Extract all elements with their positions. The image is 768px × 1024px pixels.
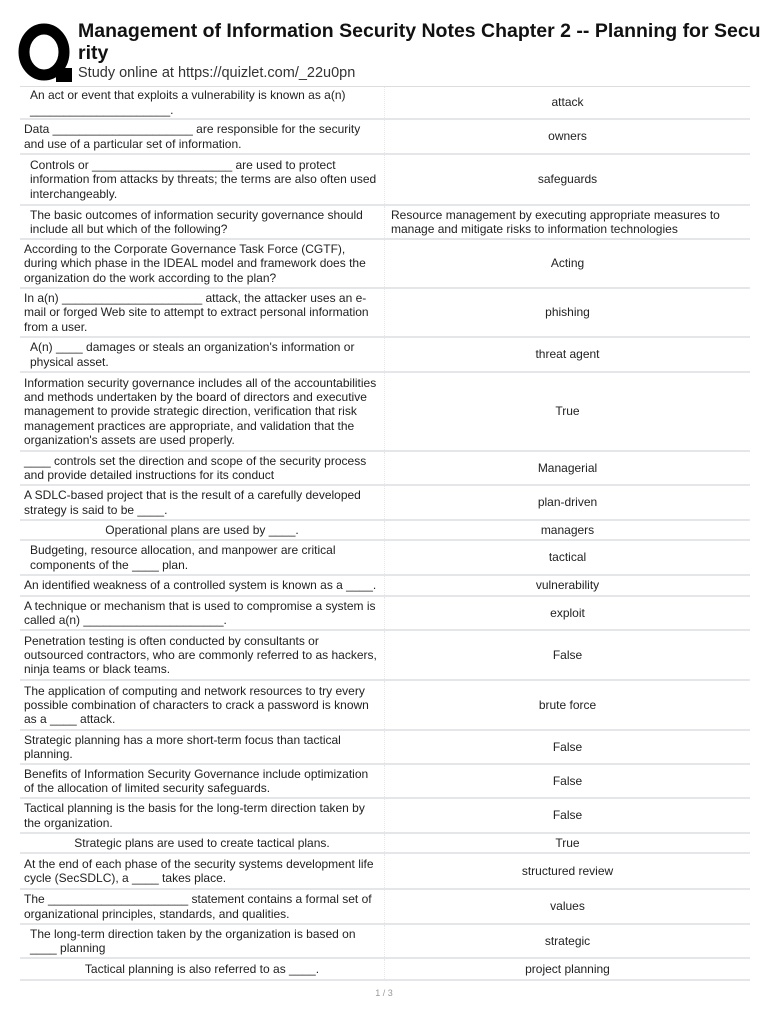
flashcard-row: [20, 452, 750, 486]
definition: safeguards: [537, 172, 598, 187]
definition: brute force: [538, 697, 597, 712]
term: An identified weakness of a controlled system is known as a ____.: [20, 576, 385, 595]
flashcard-row: [20, 373, 750, 452]
flashcard-row: [20, 731, 750, 765]
definition: True: [555, 404, 580, 419]
flashcard-row: [20, 541, 750, 576]
flashcard-row: [20, 338, 750, 373]
definition: managers: [540, 522, 595, 537]
term: According to the Corporate Governance Task Force (CGTF), during which phase in the IDEAL model and framework does the organization do the work according to the plan?: [20, 240, 385, 287]
term: In a(n) _____________________ attack, the attacker uses an e-mail or forged Web site to attempt to extract personal information from a user.: [20, 289, 385, 336]
flashcard-row: [20, 521, 750, 541]
flashcard-row: [20, 87, 750, 120]
definition: exploit: [550, 605, 585, 620]
term: The application of computing and network resources to try every possible combination of characters to crack a password is known as a ____ attack.: [20, 681, 385, 729]
term: Penetration testing is often conducted by consultants or outsourced contractors, who are commonly referred to as hackers, ninja teams or black teams.: [20, 631, 385, 679]
flashcard-row: [20, 120, 750, 155]
definition: vulnerability: [535, 578, 600, 593]
definition: tactical: [548, 550, 587, 565]
flashcard-row: [20, 576, 750, 597]
term: ____ controls set the direction and scope of the security process and provide detailed instructions for its conduct: [20, 452, 385, 484]
term: Strategic planning has a more short-term focus than tactical planning.: [20, 731, 385, 763]
definition: values: [550, 899, 585, 914]
definition: owners: [548, 129, 587, 144]
definition: Managerial: [537, 460, 598, 475]
definition: True: [555, 835, 580, 850]
flashcard-row: [20, 959, 750, 981]
page-title: Management of Information Security Notes Chapter 2 -- Planning for Secu: [78, 20, 761, 42]
flashcard-row: [20, 206, 750, 240]
flashcard-row: [20, 240, 750, 289]
term: Data _____________________ are responsible for the security and use of a particular set of information.: [20, 120, 385, 153]
quizlet-logo: [18, 22, 74, 84]
study-link[interactable]: Study online at https://quizlet.com/_22u0pn: [78, 65, 356, 81]
flashcard-row: [20, 854, 750, 890]
definition: project planning: [525, 961, 610, 976]
flashcard-table: [20, 86, 750, 981]
term: The _____________________ statement contains a formal set of organizational principles, standards, and qualities.: [20, 890, 385, 923]
flashcard-row: [20, 631, 750, 681]
term: Tactical planning is also referred to as ____.: [20, 959, 385, 979]
flashcard-row: [20, 799, 750, 834]
term: An act or event that exploits a vulnerability is known as a(n) _____________________.: [20, 87, 385, 118]
term: Strategic plans are used to create tactical plans.: [20, 834, 385, 852]
flashcard-row: [20, 765, 750, 799]
term: Benefits of Information Security Governance include optimization of the allocation of limited security safeguards.: [20, 765, 385, 797]
definition: phishing: [545, 305, 590, 320]
definition: plan-driven: [537, 495, 598, 510]
definition: threat agent: [535, 347, 600, 362]
definition: Acting: [550, 256, 585, 271]
term: Budgeting, resource allocation, and manpower are critical components of the ____ plan.: [20, 541, 385, 574]
term: At the end of each phase of the security systems development life cycle (SecSDLC), a ____ takes place.: [20, 854, 385, 888]
page-number: 1 / 3: [375, 988, 393, 998]
definition: strategic: [544, 933, 591, 948]
term: The basic outcomes of information security governance should include all but which of the following?: [20, 206, 385, 238]
flashcard-row: [20, 834, 750, 854]
definition: False: [552, 773, 583, 788]
term: A(n) ____ damages or steals an organization's information or physical asset.: [20, 338, 385, 371]
flashcard-row: [20, 890, 750, 925]
definition: False: [552, 647, 583, 662]
term: Controls or _____________________ are used to protect information from attacks by threats; the terms are also often used interchangeably.: [20, 155, 385, 204]
definition: False: [552, 808, 583, 823]
term: A SDLC-based project that is the result of a carefully developed strategy is said to be ____.: [20, 486, 385, 519]
term: Information security governance includes all of the accountabilities and methods undertaken by the board of directors and executive management to provide strategic direction, verification that risk management practices are appropriate, and validation that the organization's assets are used properly.: [20, 373, 385, 450]
definition: structured review: [521, 863, 614, 878]
term: The long-term direction taken by the organization is based on ____ planning: [20, 925, 385, 957]
flashcard-row: [20, 486, 750, 521]
term: Tactical planning is the basis for the long-term direction taken by the organization.: [20, 799, 385, 832]
page-title-continued: rity: [78, 42, 109, 64]
term: Operational plans are used by ____.: [20, 521, 385, 539]
definition: False: [552, 739, 583, 754]
flashcard-row: [20, 681, 750, 731]
term: A technique or mechanism that is used to compromise a system is called a(n) _____________________.: [20, 597, 385, 629]
flashcard-row: [20, 925, 750, 959]
flashcard-row: [20, 289, 750, 338]
flashcard-row: [20, 597, 750, 631]
flashcard-row: [20, 155, 750, 206]
definition: attack: [551, 95, 584, 110]
definition: Resource management by executing appropriate measures to manage and mitigate risks to information technologies: [391, 207, 720, 236]
